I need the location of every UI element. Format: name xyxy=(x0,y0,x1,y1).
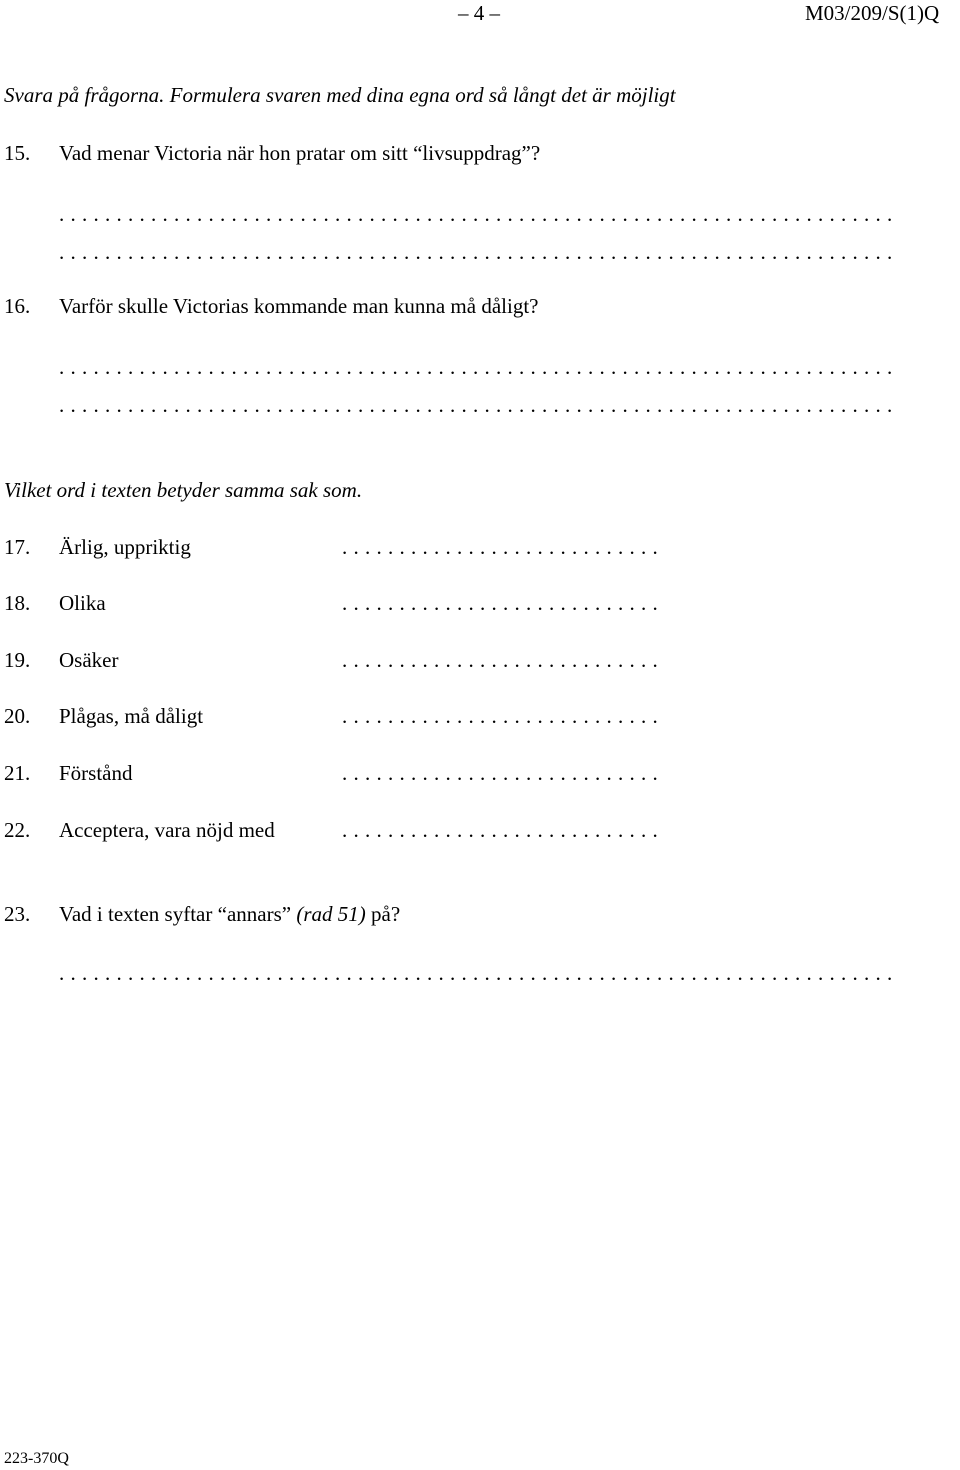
question-16 xyxy=(0,296,960,320)
question-text: Vad menar Victoria när hon pratar om sitt “livsuppdrag”? xyxy=(59,141,541,165)
word-item-19 xyxy=(0,650,960,674)
item-number: 21. xyxy=(4,761,31,785)
question-text xyxy=(59,904,400,925)
answer-line-17[interactable]: . . . . . . . . . . . . . . . . . . . . . . . . . . . . xyxy=(342,535,659,559)
item-text: Acceptera, vara nöjd med xyxy=(59,818,275,842)
footer-code: 223-370Q xyxy=(4,1450,69,1467)
item-number: 22. xyxy=(4,818,31,842)
answer-line-22[interactable]: . . . . . . . . . . . . . . . . . . . . . . . . . . . . xyxy=(342,818,659,842)
document-code: M03/209/S(1)Q xyxy=(805,1,940,25)
item-number: 18. xyxy=(4,591,31,615)
question-number: 16. xyxy=(4,294,31,318)
word-item-18 xyxy=(0,593,960,617)
item-number: 17. xyxy=(4,535,31,559)
question-23 xyxy=(0,904,960,928)
instruction-synonyms: Vilket ord i texten betyder samma sak som. xyxy=(4,478,363,502)
page-number: – 4 – xyxy=(458,1,500,25)
question-number: 15. xyxy=(4,141,31,165)
question-number: 23. xyxy=(4,902,31,926)
item-number: 19. xyxy=(4,648,31,672)
item-text: Ärlig, uppriktig xyxy=(59,535,191,559)
answer-line-15a[interactable]: . . . . . . . . . . . . . . . . . . . . . . . . . . . . . . . . . . . . . . . . . . . . . . . . . . . . . . . . . . . . . . . . . . . . . . . . . xyxy=(59,204,893,225)
word-item-22 xyxy=(0,820,960,844)
word-item-20 xyxy=(0,706,960,730)
answer-line-23[interactable]: . . . . . . . . . . . . . . . . . . . . . . . . . . . . . . . . . . . . . . . . . . . . . . . . . . . . . . . . . . . . . . . . . . . . . . . . . xyxy=(59,963,893,984)
question-text: Varför skulle Victorias kommande man kunna må dåligt? xyxy=(59,294,539,318)
answer-line-16a[interactable]: . . . . . . . . . . . . . . . . . . . . . . . . . . . . . . . . . . . . . . . . . . . . . . . . . . . . . . . . . . . . . . . . . . . . . . . . . xyxy=(59,357,893,378)
instruction-answer-questions: Svara på frågorna. Formulera svaren med dina egna ord så långt det är möjligt xyxy=(4,83,676,107)
answer-line-19[interactable]: . . . . . . . . . . . . . . . . . . . . . . . . . . . . xyxy=(342,648,659,672)
item-text: Olika xyxy=(59,591,106,615)
question-text-part: på? xyxy=(365,902,401,926)
answer-line-18[interactable]: . . . . . . . . . . . . . . . . . . . . . . . . . . . . xyxy=(342,591,659,615)
answer-line-15b[interactable]: . . . . . . . . . . . . . . . . . . . . . . . . . . . . . . . . . . . . . . . . . . . . . . . . . . . . . . . . . . . . . . . . . . . . . . . . . xyxy=(59,242,893,263)
item-text: Förstånd xyxy=(59,761,133,785)
item-text: Plågas, må dåligt xyxy=(59,704,204,728)
answer-line-21[interactable]: . . . . . . . . . . . . . . . . . . . . . . . . . . . . xyxy=(342,761,659,785)
word-item-17 xyxy=(0,537,960,561)
item-number: 20. xyxy=(4,704,31,728)
question-15 xyxy=(0,143,960,167)
answer-line-20[interactable]: . . . . . . . . . . . . . . . . . . . . . . . . . . . . xyxy=(342,704,659,728)
question-text-part: Vad i texten syftar “annars” xyxy=(59,902,297,926)
word-item-21 xyxy=(0,763,960,787)
item-text: Osäker xyxy=(59,648,119,672)
line-reference: (rad 51) xyxy=(296,902,366,926)
answer-line-16b[interactable]: . . . . . . . . . . . . . . . . . . . . . . . . . . . . . . . . . . . . . . . . . . . . . . . . . . . . . . . . . . . . . . . . . . . . . . . . . xyxy=(59,395,893,416)
